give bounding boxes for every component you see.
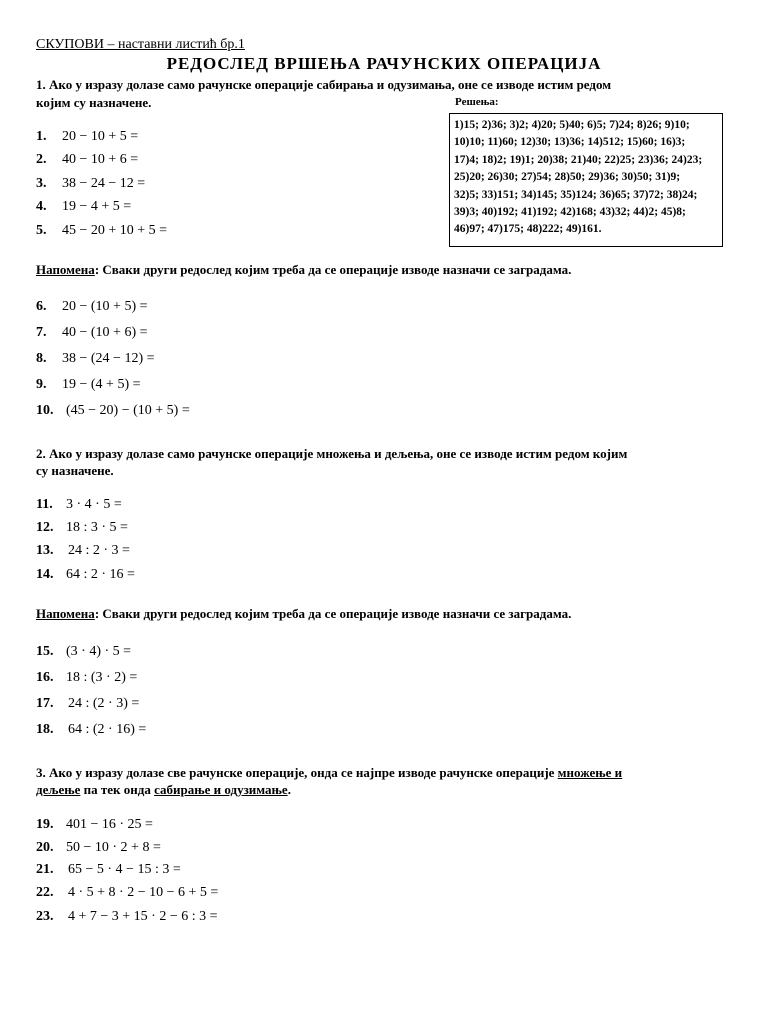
section3-line2-emphasis-1: дељење [36,782,81,797]
exercise-number: 9. [36,377,47,392]
section1-line2: којим су назначене. [36,95,152,110]
exercise-number: 10. [36,403,54,418]
exercise-expression: 24 : (2 · 3) = [68,696,140,711]
exercise-number: 18. [36,722,54,737]
exercise-item [36,817,153,833]
exercise-number: 7. [36,325,47,340]
note-text: : Сваки други редослед којим треба да се операције изводе назначи се заградама. [94,606,572,621]
exercise-expression: 64 : 2 · 16 = [66,567,135,582]
note-parentheses [36,606,571,622]
exercise-number: 8. [36,351,47,366]
header-series: СКУПОВИ [36,37,104,52]
note-text: : Сваки други редослед којим треба да се операције изводе назначи се заградама. [94,262,572,277]
exercise-number: 17. [36,696,54,711]
solutions-line: 17)4; 18)2; 19)1; 20)38; 21)40; 22)25; 23)36; 24)23; [454,153,703,166]
section3-line1 [36,765,622,781]
exercise-item [36,840,161,856]
solutions-line: 39)3; 40)192; 41)192; 42)168; 43)32; 44)2; 45)8; [454,206,686,219]
exercise-number: 2. [36,152,47,167]
section3-line2-emphasis-2: сабирање и одузимање [154,782,288,797]
exercise-item [36,862,181,878]
exercise-item [36,129,138,145]
section3-line1-emphasis: множење и [557,765,623,780]
solutions-line: 10)10; 11)60; 12)30; 13)36; 14)512; 15)60; 16)3; [454,136,686,149]
section3-line1-text: 3. Ако у изразу долазе све рачунске операције, онда се најпре изводе рачунске операције [36,765,558,780]
exercise-expression: 65 − 5 · 4 − 15 : 3 = [68,862,181,877]
exercise-item [36,351,155,367]
page-title: РЕДОСЛЕД ВРШЕЊА РАЧУНСКИХ ОПЕРАЦИЈА [166,54,602,73]
solutions-box [449,113,723,247]
exercise-item [36,403,190,419]
exercise-expression: 50 − 10 · 2 + 8 = [66,840,161,855]
exercise-item [36,909,218,925]
exercise-item [36,377,141,393]
exercise-expression: 4 · 5 + 8 · 2 − 10 − 6 + 5 = [68,885,219,900]
exercise-number: 13. [36,543,54,558]
exercise-expression: 4 + 7 − 3 + 15 · 2 − 6 : 3 = [68,909,218,924]
exercise-expression: 40 − 10 + 6 = [62,152,139,167]
exercise-expression: 18 : (3 · 2) = [66,670,138,685]
exercise-item [36,670,137,686]
exercise-number: 21. [36,862,54,877]
exercise-item [36,223,167,239]
exercise-number: 16. [36,670,54,685]
exercise-expression: 45 − 20 + 10 + 5 = [62,223,168,238]
exercise-expression: 19 − 4 + 5 = [62,199,132,214]
exercise-expression: 64 : (2 · 16) = [68,722,147,737]
exercise-expression: (45 − 20) − (10 + 5) = [66,403,190,418]
exercise-expression: 3 · 4 · 5 = [66,497,122,512]
solutions-line: 1)15; 2)36; 3)2; 4)20; 5)40; 6)5; 7)24; 8)26; 9)10; [454,119,690,131]
exercise-number: 12. [36,520,54,535]
exercise-number: 1. [36,129,47,144]
worksheet-header [36,37,245,53]
note-label: Напомена [36,262,95,277]
exercise-item [36,885,218,901]
exercise-number: 15. [36,644,54,659]
exercise-expression: (3 · 4) · 5 = [66,644,132,659]
exercise-number: 14. [36,567,54,582]
exercise-item [36,325,148,341]
solutions-heading: Решења: [455,96,499,108]
section2-line2: су назначене. [36,463,114,478]
exercise-item [36,696,139,712]
exercise-expression: 24 : 2 · 3 = [68,543,130,558]
exercise-expression: 18 : 3 · 5 = [66,520,128,535]
exercise-item [36,520,128,536]
exercise-item [36,567,135,583]
note-parentheses [36,262,571,278]
exercise-number: 6. [36,299,47,314]
exercise-expression: 20 − (10 + 5) = [62,299,148,314]
solutions-line: 32)5; 33)151; 34)145; 35)124; 36)65; 37)72; 38)24; [454,188,698,201]
header-sheet: наставни листић бр.1 [117,37,245,52]
exercise-number: 19. [36,817,54,832]
exercise-number: 4. [36,199,47,214]
solutions-line: 25)20; 26)30; 27)54; 28)50; 29)36; 30)50; 31)9; [454,171,681,184]
exercise-item [36,152,138,168]
exercise-number: 11. [36,497,53,512]
exercise-number: 3. [36,176,47,191]
exercise-expression: 401 − 16 · 25 = [66,817,153,832]
exercise-number: 22. [36,885,54,900]
exercise-item [36,722,146,738]
exercise-number: 5. [36,223,47,238]
exercise-item [36,176,145,192]
note-label: Напомена [36,606,95,621]
header-separator: – [103,37,118,52]
exercise-expression: 40 − (10 + 6) = [62,325,148,340]
solutions-line: 46)97; 47)175; 48)222; 49)161. [454,223,602,236]
section3-line2-text: па тек онда [80,782,155,797]
exercise-item [36,199,131,215]
exercise-expression: 19 − (4 + 5) = [62,377,141,392]
section3-line2 [36,782,291,798]
exercise-number: 20. [36,840,54,855]
section3-line2-end: . [287,782,291,797]
section2-line1: 2. Ако у изразу долазе само рачунске операције множења и дељења, оне се изводе истим редом којим [36,446,628,461]
exercise-expression: 38 − 24 − 12 = [62,176,146,191]
exercise-expression: 38 − (24 − 12) = [62,351,155,366]
exercise-item [36,543,130,559]
exercise-item [36,644,131,660]
section1-line1: 1. Ако у изразу долазе само рачунске операције сабирања и одузимања, оне се изводе истим редом [36,77,612,92]
exercise-number: 23. [36,909,54,924]
exercise-item [36,497,122,513]
exercise-item [36,299,148,315]
exercise-expression: 20 − 10 + 5 = [62,129,139,144]
